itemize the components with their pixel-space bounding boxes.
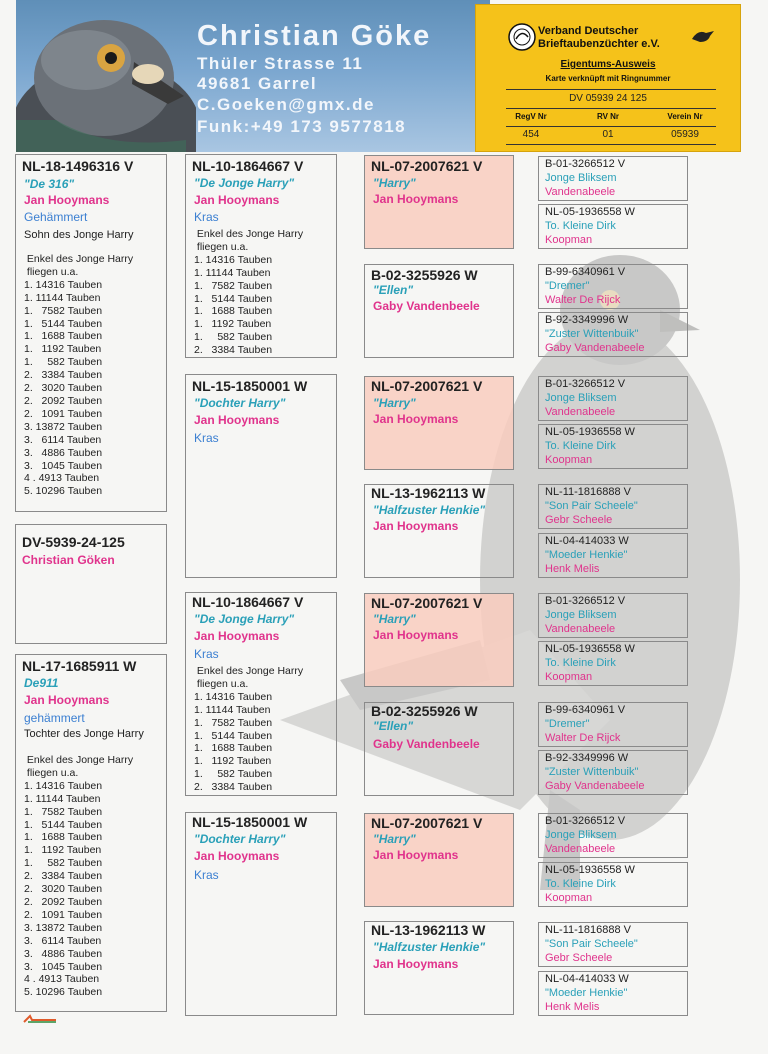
gen4-card xyxy=(538,922,688,967)
gen3-name: "Harry" xyxy=(373,612,416,626)
label-rv: RV Nr xyxy=(596,112,620,121)
gen3-ring: NL-13-1962113 W xyxy=(371,922,486,938)
gen4-ring: B-99-6340961 V xyxy=(545,704,626,716)
grandsire-paternal-name: "De Jonge Harry" xyxy=(194,176,295,190)
gen4-breeder: Koopman xyxy=(545,892,593,904)
gen4-card xyxy=(538,484,688,529)
gen4-card xyxy=(538,533,688,578)
org-name-line2: Brieftaubenzüchter e.V. xyxy=(538,38,660,50)
grandsire-maternal-breeder: Jan Hooymans xyxy=(194,629,280,643)
gen4-name: "Zuster Wittenbuik" xyxy=(545,328,639,340)
granddam-paternal-breeder: Jan Hooymans xyxy=(194,413,280,427)
gen4-name: To. Kleine Dirk xyxy=(545,657,616,669)
gen3-breeder: Jan Hooymans xyxy=(373,628,459,642)
grandsire-maternal-name: "De Jonge Harry" xyxy=(194,612,295,626)
gen3-breeder: Gaby Vandenbeele xyxy=(373,299,480,313)
gen3-name: "Halfzuster Henkie" xyxy=(373,940,486,954)
gen4-breeder: Henk Melis xyxy=(545,1001,600,1013)
gen4-card xyxy=(538,813,688,858)
dam-breeder: Jan Hooymans xyxy=(24,693,110,707)
gen4-ring: B-01-3266512 V xyxy=(545,378,626,390)
gen4-breeder: Vandenabeele xyxy=(545,406,616,418)
granddam-maternal-card xyxy=(185,812,337,1016)
gen4-name: "Dremer" xyxy=(545,718,590,730)
gen4-card xyxy=(538,702,688,747)
granddam-maternal-breeder: Jan Hooymans xyxy=(194,849,280,863)
owner-city: 49681 Garrel xyxy=(197,74,318,93)
gen4-breeder: Vandenabeele xyxy=(545,843,616,855)
org-name-line1: Verband Deutscher xyxy=(538,25,639,37)
dam-ring: NL-17-1685911 W xyxy=(22,658,137,674)
gen4-card xyxy=(538,204,688,249)
gen4-card xyxy=(538,156,688,201)
gen4-breeder: Gaby Vandenabeele xyxy=(545,780,645,792)
gen4-ring: NL-04-414033 W xyxy=(545,535,629,547)
gen4-name: To. Kleine Dirk xyxy=(545,440,616,452)
gen4-name: Jonge Bliksem xyxy=(545,609,617,621)
gen4-breeder: Gaby Vandenabeele xyxy=(545,342,645,354)
gen4-ring: NL-05-1936558 W xyxy=(545,864,635,876)
gen4-name: Jonge Bliksem xyxy=(545,172,617,184)
dam-note: gehämmert xyxy=(24,711,85,725)
gen4-ring: B-99-6340961 V xyxy=(545,266,626,278)
label-regv: RegV Nr xyxy=(515,112,547,121)
grandsire-paternal-note: Kras xyxy=(194,210,219,224)
dam-card xyxy=(15,654,167,1012)
gen4-ring: NL-11-1816888 V xyxy=(545,486,632,498)
divider xyxy=(506,144,716,145)
label-verein: Verein Nr xyxy=(667,112,703,121)
bird-ring: DV-5939-24-125 xyxy=(22,534,125,550)
divider xyxy=(506,108,716,109)
gen3-name: "Ellen" xyxy=(373,283,414,297)
gen4-breeder: Gebr Scheele xyxy=(545,952,613,964)
sire-description: Sohn des Jonge Harry xyxy=(24,229,134,241)
granddam-maternal-ring: NL-15-1850001 W xyxy=(192,814,308,830)
bird-owner: Christian Göken xyxy=(22,553,115,567)
gen4-card xyxy=(538,424,688,469)
gen3-ring: NL-13-1962113 W xyxy=(371,485,486,501)
gen4-name: "Moeder Henkie" xyxy=(545,987,628,999)
grandsire-maternal-ring: NL-10-1864667 V xyxy=(192,594,304,610)
card-ring-number: DV 05939 24 125 xyxy=(569,93,647,104)
footer-mark-icon xyxy=(22,1014,58,1024)
sire-note: Gehämmert xyxy=(24,210,88,224)
gen3-breeder: Jan Hooymans xyxy=(373,412,459,426)
gen3-name: "Harry" xyxy=(373,396,416,410)
gen4-breeder: Henk Melis xyxy=(545,563,600,575)
grandsire-paternal-card xyxy=(185,154,337,358)
gen4-ring: B-01-3266512 V xyxy=(545,595,626,607)
gen3-card xyxy=(364,484,514,578)
gen4-name: Jonge Bliksem xyxy=(545,829,617,841)
gen4-ring: NL-05-1936558 W xyxy=(545,426,635,438)
gen4-name: Jonge Bliksem xyxy=(545,392,617,404)
sire-name: "De 316" xyxy=(24,177,75,191)
gen4-card xyxy=(538,376,688,421)
dam-results-list: Enkel des Jonge Harry fliegen u.a. 1. 14316 Tauben 1. 11144 Tauben 1. 7582 Tauben 1. 5144 Tauben 1. 1688 Tauben 1. 1192 Tauben 1. 582 Tauben 2. 3384 Tauben 2. 3020 Tauben 2. 2092 Tauben 2. 1091 Tauben 3. 13872 Tauben 3. 6114 Tauben 3. 4886 Tauben 3. 1045 Tauben 4 . 4913 Tauben 5. 10296 Tauben xyxy=(24,754,134,999)
gen4-ring: B-92-3349996 W xyxy=(545,314,629,326)
value-verein: 05939 xyxy=(671,129,699,140)
pigeon-icon xyxy=(690,27,716,45)
value-rv: 01 xyxy=(602,129,614,140)
gen4-ring: NL-05-1936558 W xyxy=(545,643,635,655)
gen4-breeder: Koopman xyxy=(545,671,593,683)
gen3-name: "Halfzuster Henkie" xyxy=(373,503,486,517)
gen3-name: "Ellen" xyxy=(373,719,414,733)
gen3-breeder: Gaby Vandenbeele xyxy=(373,737,480,751)
pigeon-head-photo xyxy=(16,0,196,152)
owner-email: C.Goeken@gmx.de xyxy=(197,95,375,114)
gen3-card xyxy=(364,702,514,796)
grandsire-maternal-note: Kras xyxy=(194,647,219,661)
gen4-breeder: Koopman xyxy=(545,454,593,466)
granddam-paternal-name: "Dochter Harry" xyxy=(194,396,286,410)
granddam-maternal-note: Kras xyxy=(194,868,219,882)
gen4-name: "Dremer" xyxy=(545,280,590,292)
grandsire-maternal-results: Enkel des Jonge Harry fliegen u.a. 1. 14316 Tauben 1. 11144 Tauben 1. 7582 Tauben 1. 5144 Tauben 1. 1688 Tauben 1. 1192 Tauben 1. 582 Tauben 2. 3384 Tauben xyxy=(194,665,304,794)
dam-description: Tochter des Jonge Harry xyxy=(24,728,144,740)
gen4-ring: NL-11-1816888 V xyxy=(545,924,632,936)
granddam-maternal-name: "Dochter Harry" xyxy=(194,832,286,846)
org-name xyxy=(538,25,660,51)
divider xyxy=(506,89,716,90)
gen4-name: "Son Pair Scheele" xyxy=(545,500,638,512)
gen4-card xyxy=(538,971,688,1016)
gen4-ring: B-92-3349996 W xyxy=(545,752,629,764)
gen4-breeder: Vandenabeele xyxy=(545,623,616,635)
gen3-card xyxy=(364,155,514,249)
gen4-name: To. Kleine Dirk xyxy=(545,220,616,232)
gen4-name: "Son Pair Scheele" xyxy=(545,938,638,950)
sire-card xyxy=(15,154,167,512)
gen3-breeder: Jan Hooymans xyxy=(373,192,459,206)
owner-phone: Funk:+49 173 9577818 xyxy=(197,117,407,136)
gen3-card xyxy=(364,593,514,687)
owner-street: Thüler Strasse 11 xyxy=(197,54,364,73)
gen3-ring: B-02-3255926 W xyxy=(371,703,478,719)
gen4-breeder: Gebr Scheele xyxy=(545,514,613,526)
granddam-paternal-card xyxy=(185,374,337,578)
gen3-ring: NL-07-2007621 V xyxy=(371,158,483,174)
gen4-breeder: Vandenabeele xyxy=(545,186,616,198)
bird-card xyxy=(15,524,167,644)
granddam-paternal-ring: NL-15-1850001 W xyxy=(192,378,308,394)
gen3-ring: NL-07-2007621 V xyxy=(371,815,483,831)
gen4-name: "Moeder Henkie" xyxy=(545,549,628,561)
gen3-breeder: Jan Hooymans xyxy=(373,519,459,533)
gen4-card xyxy=(538,862,688,907)
gen4-ring: NL-04-414033 W xyxy=(545,973,629,985)
gen3-card xyxy=(364,376,514,470)
gen3-name: "Harry" xyxy=(373,832,416,846)
sire-breeder: Jan Hooymans xyxy=(24,193,110,207)
gen4-card xyxy=(538,641,688,686)
gen4-card xyxy=(538,264,688,309)
gen3-name: "Harry" xyxy=(373,176,416,190)
ownership-card xyxy=(475,4,741,152)
sire-ring: NL-18-1496316 V xyxy=(22,158,134,174)
grandsire-maternal-card xyxy=(185,592,337,796)
value-regv: 454 xyxy=(522,129,540,140)
gen3-card xyxy=(364,921,514,1015)
gen3-card xyxy=(364,264,514,358)
grandsire-paternal-results: Enkel des Jonge Harry fliegen u.a. 1. 14316 Tauben 1. 11144 Tauben 1. 7582 Tauben 1. 5144 Tauben 1. 1688 Tauben 1. 1192 Tauben 1. 582 Tauben 2. 3384 Tauben xyxy=(194,228,304,357)
gen3-card xyxy=(364,813,514,907)
gen4-breeder: Walter De Rijck xyxy=(545,294,621,306)
grandsire-paternal-ring: NL-10-1864667 V xyxy=(192,158,304,174)
gen4-card xyxy=(538,750,688,795)
card-title: Eigentums-Ausweis xyxy=(560,59,656,70)
gen4-ring: B-01-3266512 V xyxy=(545,815,626,827)
gen3-ring: NL-07-2007621 V xyxy=(371,595,483,611)
card-subtitle: Karte verknüpft mit Ringnummer xyxy=(545,74,671,83)
gen4-name: "Zuster Wittenbuik" xyxy=(545,766,639,778)
sire-results-list: Enkel des Jonge Harry fliegen u.a. 1. 14316 Tauben 1. 11144 Tauben 1. 7582 Tauben 1. 5144 Tauben 1. 1688 Tauben 1. 1192 Tauben 1. 582 Tauben 2. 3384 Tauben 2. 3020 Tauben 2. 2092 Tauben 2. 1091 Tauben 3. 13872 Tauben 3. 6114 Tauben 3. 4886 Tauben 3. 1045 Tauben 4 . 4913 Tauben 5. 10296 Tauben xyxy=(24,253,134,498)
gen4-ring: B-01-3266512 V xyxy=(545,158,626,170)
gen4-card xyxy=(538,312,688,357)
granddam-paternal-note: Kras xyxy=(194,431,219,445)
gen3-breeder: Jan Hooymans xyxy=(373,848,459,862)
gen4-breeder: Koopman xyxy=(545,234,593,246)
gen4-breeder: Walter De Rijck xyxy=(545,732,621,744)
gen3-ring: B-02-3255926 W xyxy=(371,267,478,283)
divider xyxy=(506,126,716,127)
gen3-ring: NL-07-2007621 V xyxy=(371,378,483,394)
owner-name: Christian Göke xyxy=(197,20,432,52)
dam-name: De911 xyxy=(24,676,59,690)
gen3-breeder: Jan Hooymans xyxy=(373,957,459,971)
grandsire-paternal-breeder: Jan Hooymans xyxy=(194,193,280,207)
gen4-name: To. Kleine Dirk xyxy=(545,878,616,890)
vdbt-logo-icon xyxy=(508,23,536,51)
gen4-ring: NL-05-1936558 W xyxy=(545,206,635,218)
gen4-card xyxy=(538,593,688,638)
